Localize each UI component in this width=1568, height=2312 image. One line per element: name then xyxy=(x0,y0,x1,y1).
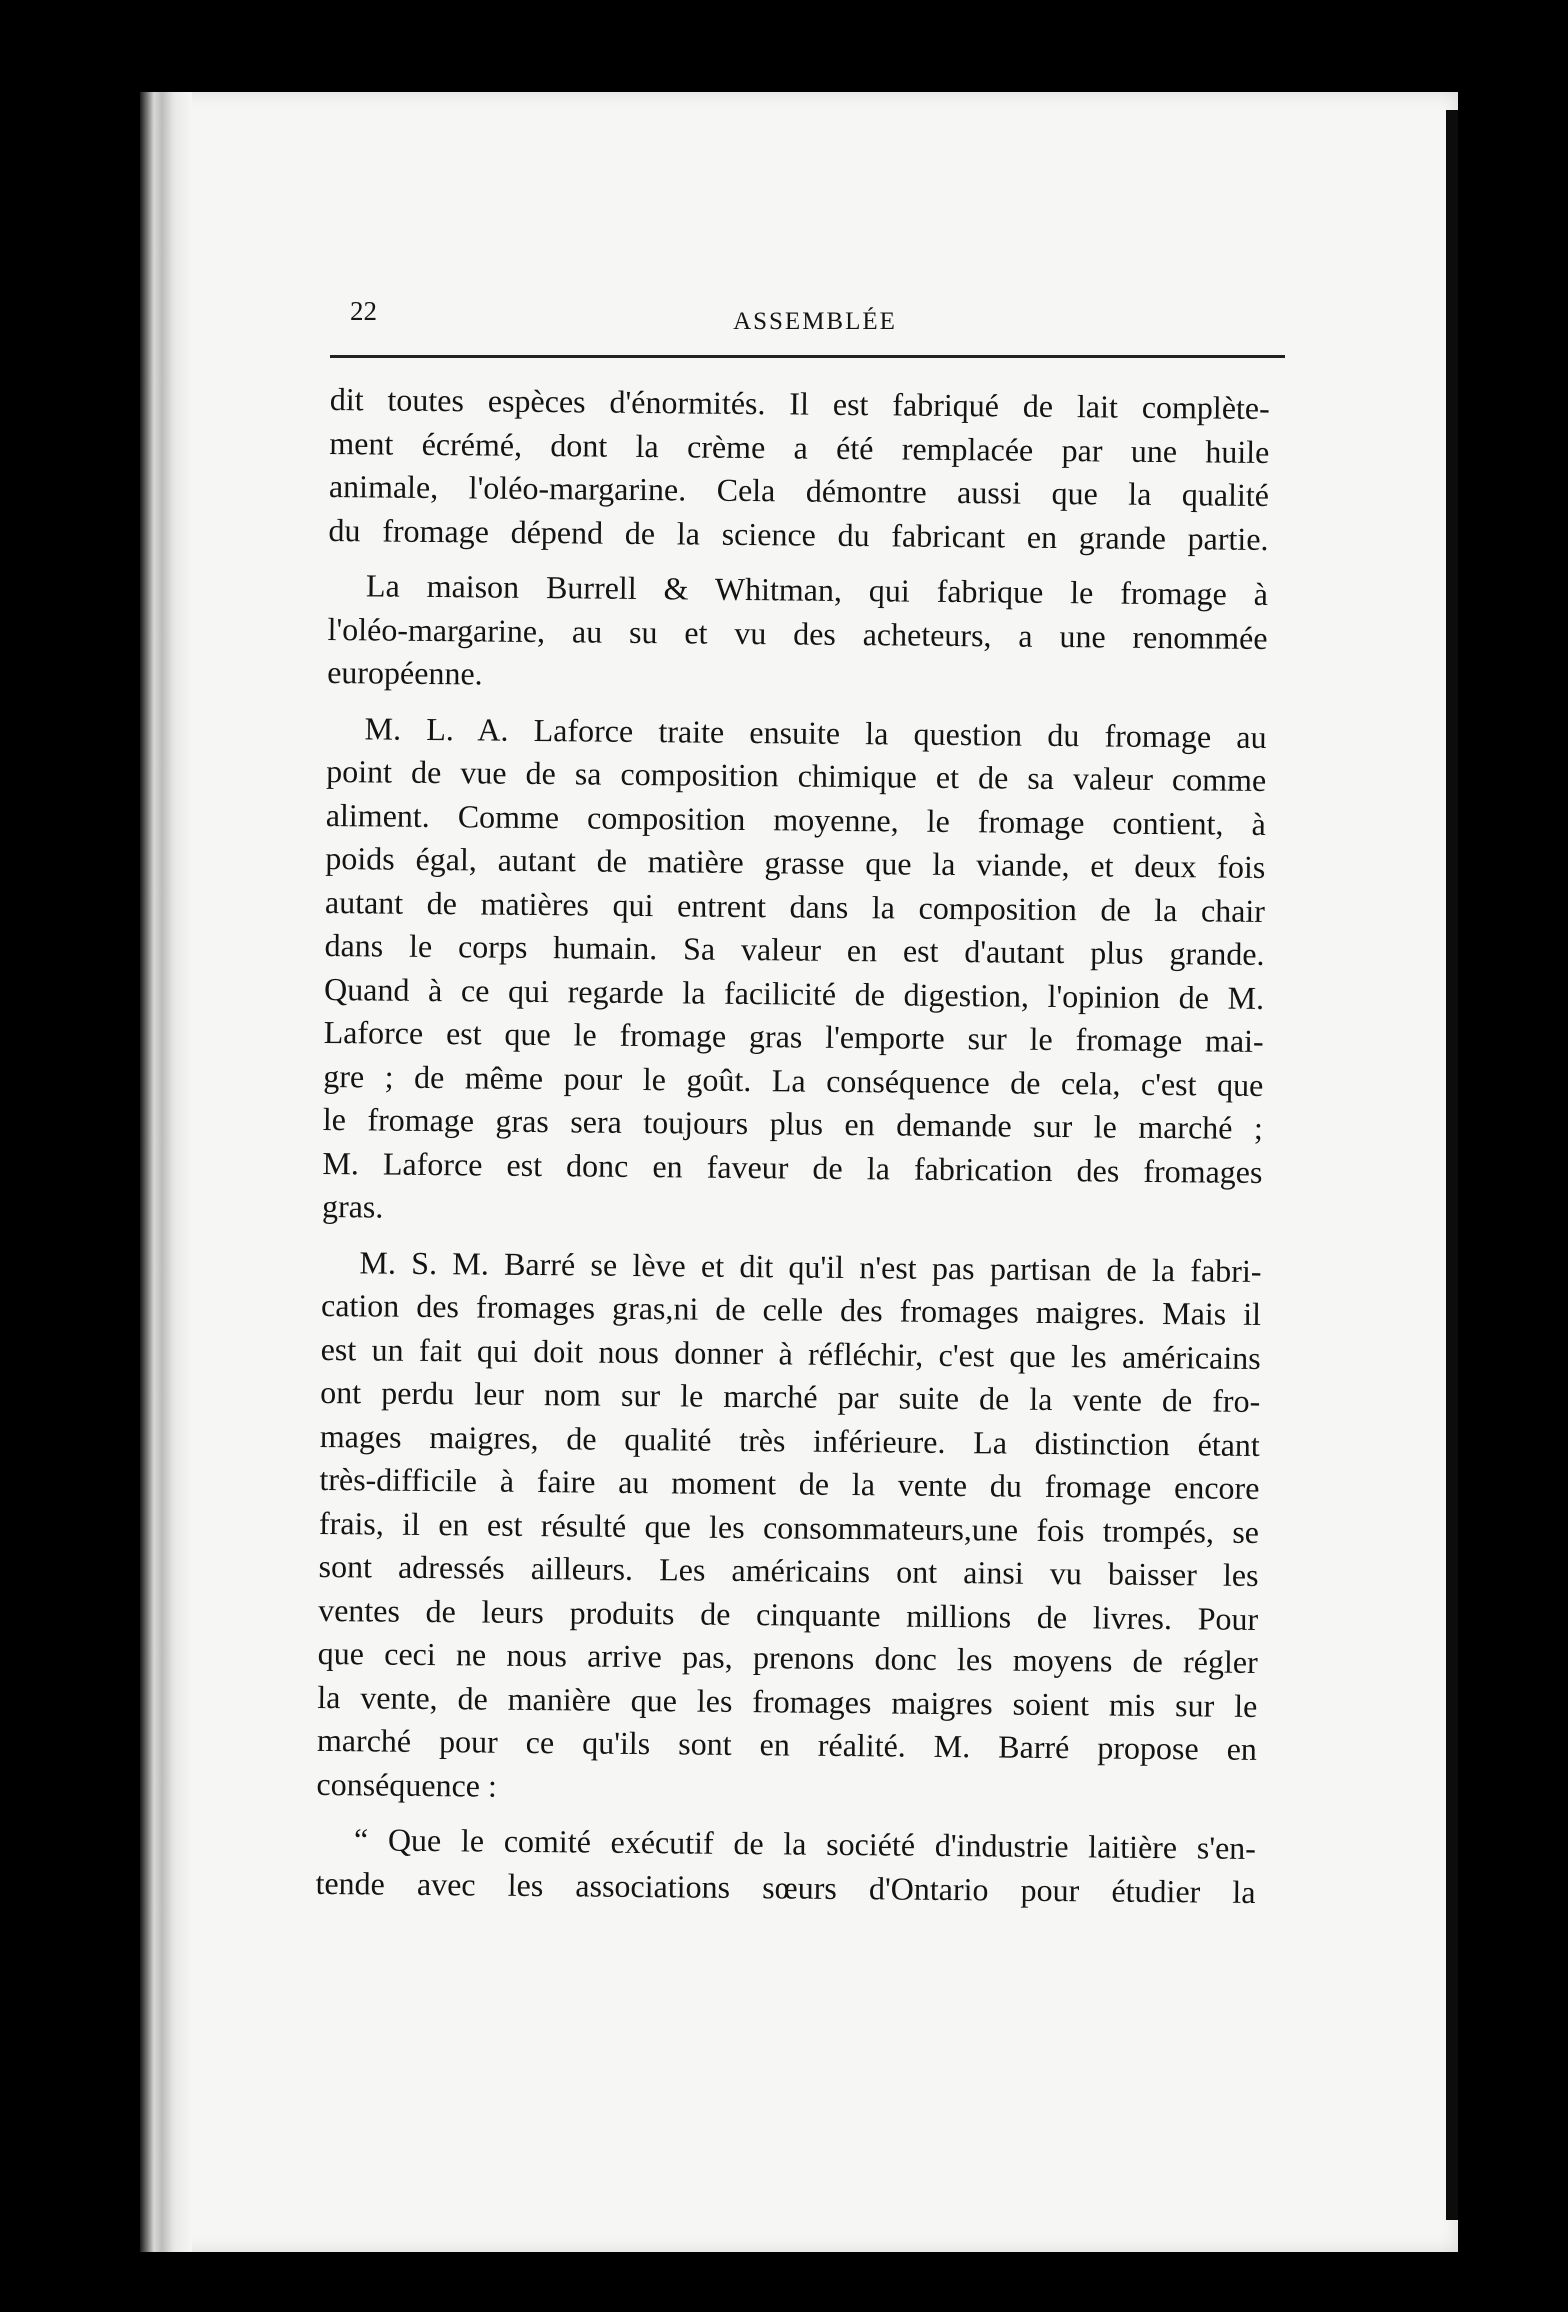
text-line: La maison Burrell & Whitman, qui fabrique le fromage à xyxy=(365,567,1269,613)
text-line: ont perdu leur nom sur le marché par suite de la vente de fro- xyxy=(320,1373,1261,1419)
page-header xyxy=(350,288,1280,348)
text-line: la vente, de manière que les fromages maigres soient mis sur le xyxy=(317,1678,1258,1724)
paragraph-3 xyxy=(322,706,1267,1237)
text-line: ment écrémé, dont la crème a été remplacée par une huile xyxy=(329,424,1270,470)
paragraph-2 xyxy=(327,564,1268,704)
text-line: M. S. M. Barré se lève et dit qu'il n'est pas partisan de la fabri- xyxy=(359,1243,1262,1289)
text-line: gras. xyxy=(321,1187,384,1225)
text-line: conséquence : xyxy=(316,1765,498,1804)
text-line: Laforce est que le fromage gras l'emporte sur le fromage mai- xyxy=(323,1013,1264,1059)
text-line: M. Laforce est donc en faveur de la fabrication des fromages xyxy=(322,1144,1263,1190)
text-line: européenne. xyxy=(327,653,483,692)
text-line: M. L. A. Laforce traite ensuite la question du fromage au xyxy=(364,709,1267,755)
text-line: ventes de leurs produits de cinquante millions de livres. Pour xyxy=(318,1591,1259,1637)
text-line: frais, il en est résulté que les consommateurs,une fois trompés, se xyxy=(318,1504,1260,1550)
text-line: autant de matières qui entrent dans la composition de la chair xyxy=(324,883,1266,929)
page-binding-edge xyxy=(140,92,192,2252)
text-line: cation des fromages gras,ni de celle des fromages maigres. Mais il xyxy=(320,1286,1262,1332)
text-line: mages maigres, de qualité très inférieure. La distinction étant xyxy=(319,1417,1260,1463)
text-line: gre ; de même pour le goût. La conséquence de cela, c'est que xyxy=(323,1057,1264,1103)
text-line: du fromage dépend de la science du fabricant en grande partie. xyxy=(328,511,1269,557)
page-number: 22 xyxy=(350,296,377,326)
text-line: point de vue de sa composition chimique et de sa valeur comme xyxy=(326,752,1267,799)
text-line: dans le corps humain. Sa valeur en est d'autant plus grande. xyxy=(324,926,1265,972)
text-line: aliment. Comme composition moyenne, le fromage contient, à xyxy=(325,796,1266,842)
text-line: que ceci ne nous arrive pas, prenons donc les moyens de régler xyxy=(317,1634,1258,1680)
text-line: le fromage gras sera toujours plus en demande sur le marché ; xyxy=(322,1100,1264,1146)
text-line: sont adressés ailleurs. Les américains ont ainsi vu baisser les xyxy=(318,1547,1259,1593)
header-rule xyxy=(330,355,1285,358)
text-line: tende avec les associations sœurs d'Ontario pour étudier la xyxy=(315,1864,1256,1910)
paragraph-5 xyxy=(315,1818,1256,1914)
text-line: animale, l'oléo-margarine. Cela démontre aussi que la qualité xyxy=(328,467,1270,514)
scan-border-bar xyxy=(1446,110,1458,2220)
text-line: l'oléo-margarine, au su et vu des acheteurs, a une renommée xyxy=(327,610,1268,656)
paragraph-1 xyxy=(328,378,1270,561)
text-line: très-difficile à faire au moment de la vente du fromage encore xyxy=(319,1460,1260,1506)
body-text xyxy=(315,378,1270,1914)
text-line: “ Que le comité exécutif de la société d'industrie laitière s'en- xyxy=(353,1821,1257,1866)
text-line: dit toutes espèces d'énormités. Il est fabriqué de lait complète- xyxy=(329,380,1270,427)
text-line: marché pour ce qu'ils sont en réalité. M. Barré propose en xyxy=(316,1721,1258,1767)
text-line: Quand à ce qui regarde la facilicité de digestion, l'opinion de M. xyxy=(323,970,1265,1016)
running-head: ASSEMBLÉE xyxy=(733,308,897,335)
text-line: est un fait qui doit nous donner à réfléchir, c'est que les américains xyxy=(320,1330,1261,1376)
paragraph-4 xyxy=(316,1240,1261,1814)
text-line: poids égal, autant de matière grasse que la viande, et deux fois xyxy=(325,839,1266,886)
